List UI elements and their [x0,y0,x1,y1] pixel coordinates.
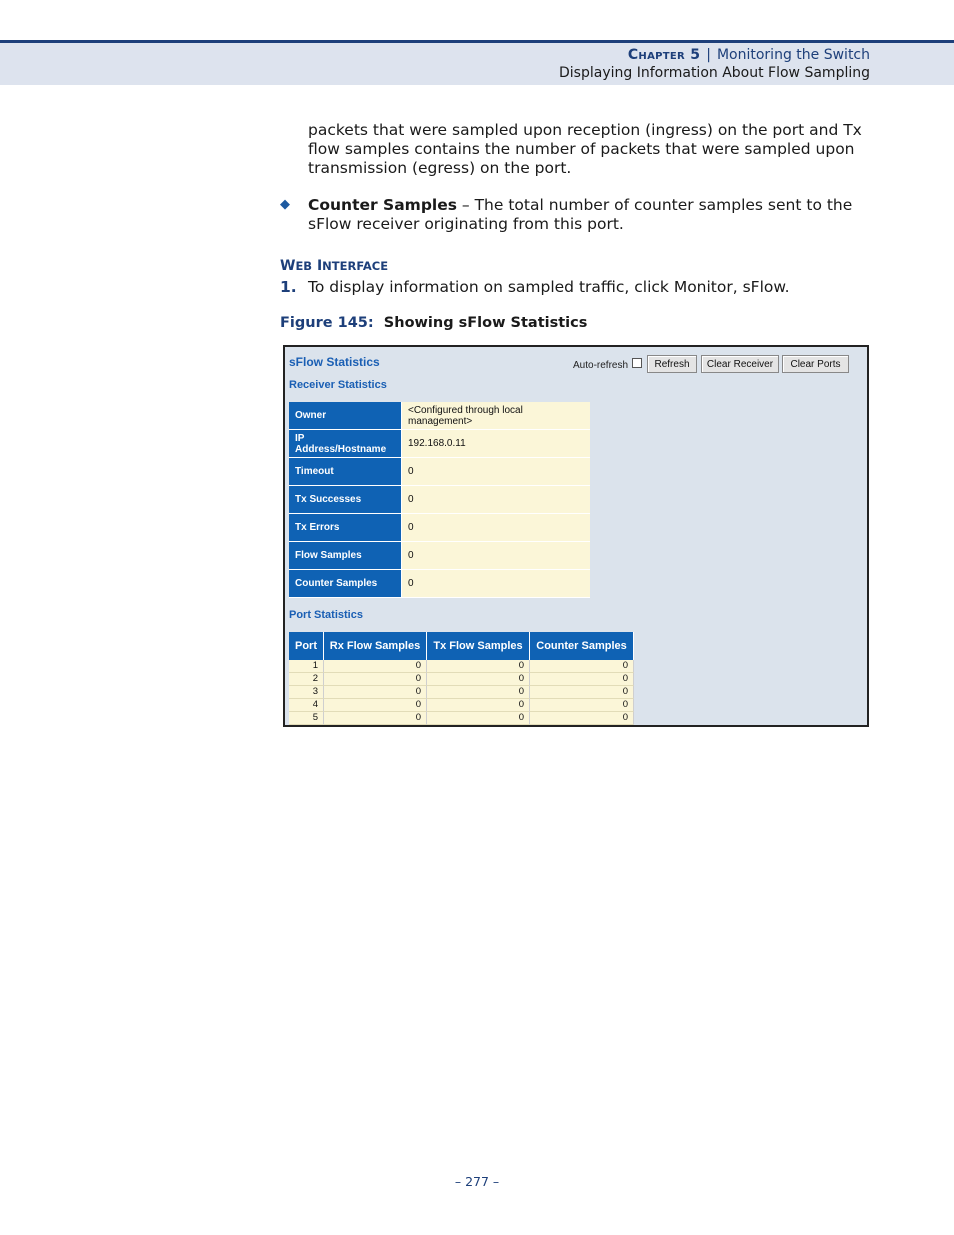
column-header-rx-flow: Rx Flow Samples [324,632,427,660]
table-row [289,712,634,725]
port-cell: 3 [289,686,324,699]
table-row [289,542,590,570]
heading-nterface: NTERFACE [322,259,389,273]
table-row [289,430,590,458]
receiver-key: Flow Samples [289,542,401,570]
sflow-screenshot [283,345,869,727]
receiver-value: 0 [401,542,590,570]
receiver-value: 0 [401,570,590,598]
refresh-button[interactable]: Refresh [647,355,697,373]
chapter-title: Monitoring the Switch [716,47,870,63]
page-number: – 277 – [454,1174,500,1189]
receiver-key: Timeout [289,458,401,486]
auto-refresh-checkbox[interactable] [632,358,642,368]
table-row [289,686,634,699]
counter-cell: 0 [530,660,634,673]
port-table [289,632,634,725]
column-header-port: Port [289,632,324,660]
table-row [289,660,634,673]
receiver-key: IP Address/Hostname [289,430,401,458]
receiver-table [289,402,590,598]
receiver-key: Owner [289,402,401,430]
table-row [289,458,590,486]
clear-ports-button[interactable]: Clear Ports [782,355,849,373]
port-cell: 4 [289,699,324,712]
counter-cell: 0 [530,686,634,699]
table-row [289,570,590,598]
heading-eb: EB [295,259,313,273]
table-row [289,699,634,712]
table-row [289,486,590,514]
column-header-counter: Counter Samples [530,632,634,660]
rx-cell: 0 [324,712,427,725]
table-row [289,514,590,542]
auto-refresh-label: Auto-refresh [573,360,629,371]
receiver-value: <Configured through local management> [401,402,590,430]
section-heading [280,258,388,274]
receiver-statistics-heading: Receiver Statistics [289,379,387,391]
port-cell: 5 [289,712,324,725]
figure-title: Showing sFlow Statistics [383,315,588,331]
rx-cell: 0 [324,699,427,712]
header-separator: | [706,47,711,63]
figure-caption [280,315,587,331]
table-row [289,673,634,686]
heading-w: W [280,258,296,274]
tx-cell: 0 [427,712,530,725]
tx-cell: 0 [427,699,530,712]
table-header-row [289,632,634,660]
bullet-description: – The total number of counter samples sent to the sFlow receiver originating from this port. [308,196,853,233]
bullet-diamond-icon: ◆ [280,197,290,212]
figure-label: Figure 145: [280,315,374,331]
step-text: To display information on sampled traffic, click Monitor, sFlow. [308,278,790,296]
rx-cell: 0 [324,660,427,673]
chapter-label: Chapter 5 [627,47,701,63]
step-number: 1. [280,278,297,296]
auto-refresh[interactable] [573,358,642,371]
rx-cell: 0 [324,686,427,699]
table-row [289,402,590,430]
bullet-term: Counter Samples [308,196,457,214]
receiver-key: Tx Successes [289,486,401,514]
rx-cell: 0 [324,673,427,686]
counter-cell: 0 [530,712,634,725]
port-statistics-heading: Port Statistics [289,609,363,621]
receiver-key: Counter Samples [289,570,401,598]
tx-cell: 0 [427,660,530,673]
receiver-key: Tx Errors [289,514,401,542]
receiver-value: 0 [401,486,590,514]
column-header-tx-flow: Tx Flow Samples [427,632,530,660]
clear-receiver-button[interactable]: Clear Receiver [701,355,779,373]
section-title: Displaying Information About Flow Sampling [559,65,870,81]
heading-i: I [312,258,323,274]
receiver-value: 0 [401,514,590,542]
receiver-value: 0 [401,458,590,486]
sflow-title: sFlow Statistics [289,355,380,369]
running-header [559,46,870,82]
body-paragraph: packets that were sampled upon reception (ingress) on the port and Tx flow samples contains the number of packets that were sampled upon transmission (egress) on the port. [308,121,862,177]
tx-cell: 0 [427,673,530,686]
counter-cell: 0 [530,699,634,712]
tx-cell: 0 [427,686,530,699]
port-cell: 1 [289,660,324,673]
port-cell: 2 [289,673,324,686]
bullet-item [308,196,873,234]
receiver-value: 192.168.0.11 [401,430,590,458]
counter-cell: 0 [530,673,634,686]
